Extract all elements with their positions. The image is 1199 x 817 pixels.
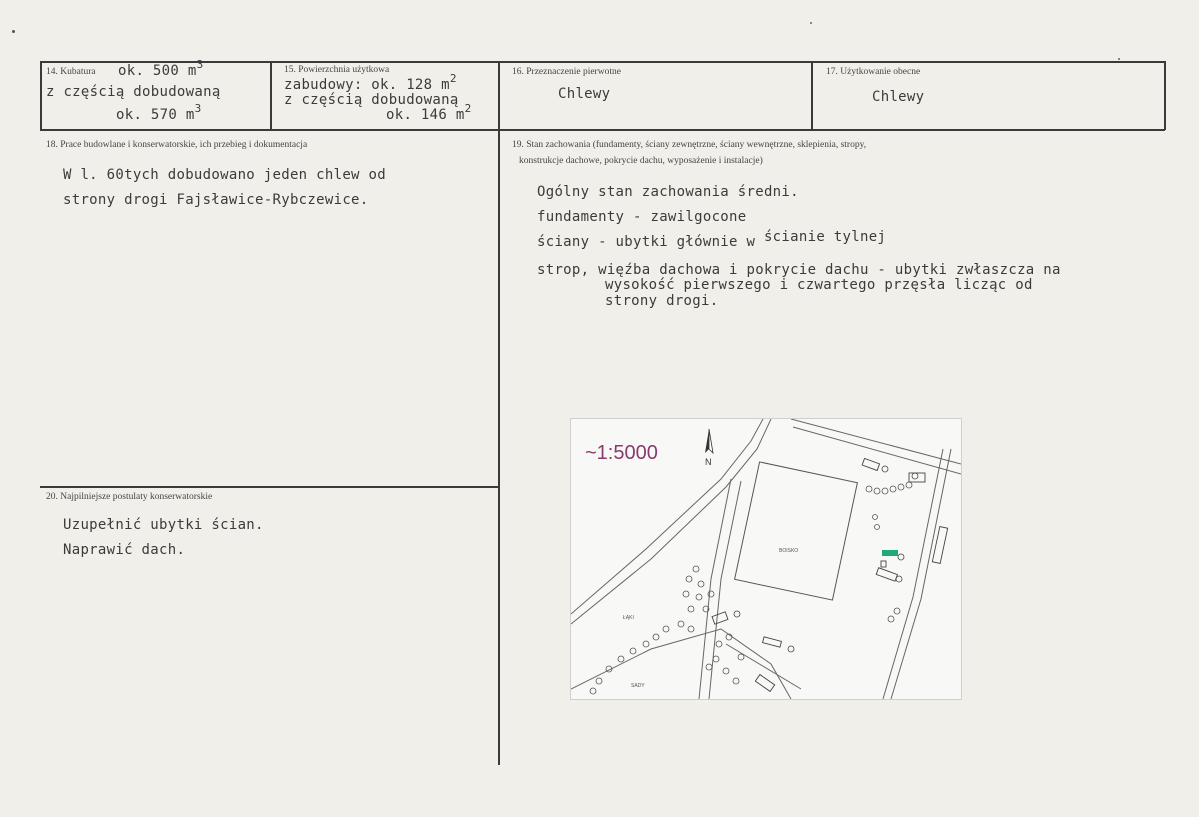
field-17-value: Chlewy [872,89,925,105]
field-14-line2: z częścią dobudowaną [46,84,221,100]
field-15-line2: z częścią dobudowaną [284,92,459,108]
field-19-label-line1: 19. Stan zachowania (fundamenty, ściany zewnętrzne, ściany wewnętrzne, sklepienia, stropy, [512,140,867,150]
field-18-line2: strony drogi Fajsławice-Rybczewice. [63,192,369,208]
col-divider-1 [270,61,272,130]
site-map [571,419,961,699]
field-19-line2: fundamenty - zawilgocone [537,209,747,225]
field-16-value: Chlewy [558,86,611,102]
col-divider-main [498,61,500,765]
svg-text:N: N [705,457,712,467]
field-19-line1: Ogólny stan zachowania średni. [537,184,799,200]
north-arrow-icon [705,429,713,467]
row-divider-2 [40,486,498,488]
map-scale-label: ~1:5000 [585,442,658,464]
site-map-photo [570,418,962,700]
field-18-label: 18. Prace budowlane i konserwatorskie, ich przebieg i dokumentacja [46,140,308,150]
field-15-line3: ok. 146 $m^2$ [386,102,472,123]
field-19-line5: wysokość pierwszego i czwartego przęsła licząc od [605,277,1033,293]
field-16-label: 16. Przeznaczenie pierwotne [512,67,621,77]
field-19-line6: strony drogi. [605,293,719,309]
field-17-label: 17. Użytkowanie obecne [826,67,921,77]
field-20-line1: Uzupełnić ubytki ścian. [63,517,264,533]
laki-label: ŁĄKI [623,615,634,621]
right-border [1164,61,1166,130]
left-border [40,61,42,130]
field-15-label: 15. Powierzchnia użytkowa [284,65,390,75]
scan-mark [12,30,15,33]
field-19-line3: ściany - ubytki głównie w ścianie tylnej [537,229,887,250]
top-border [40,61,1165,63]
row-divider-1 [40,129,1165,131]
field-14-line1: ok. 500 $m^3$ [118,58,204,79]
scan-mark [1118,58,1120,60]
boisko-label: BOISKO [779,548,799,554]
scan-mark [810,22,812,24]
field-15-line1: zabudowy: ok. 128 $m^2$ [284,72,457,93]
field-19-label-line2: konstrukcje dachowe, pokrycie dachu, wyposażenie i instalacje) [519,156,763,166]
field-20-line2: Naprawić dach. [63,542,186,558]
field-19-line4: strop, więźba dachowa i pokrycie dachu - ubytki zwłaszcza na [537,262,1061,278]
sady-label: SADY [631,683,645,689]
field-18-line1: W l. 60tych dobudowano jeden chlew od [63,167,386,183]
field-14-line3: ok. 570 $m^3$ [116,102,202,123]
field-20-label: 20. Najpilniejsze postulaty konserwatorskie [46,492,213,502]
highlighted-building [882,550,898,556]
field-14-label: 14. Kubatura [46,67,96,77]
col-divider-3 [811,61,813,130]
